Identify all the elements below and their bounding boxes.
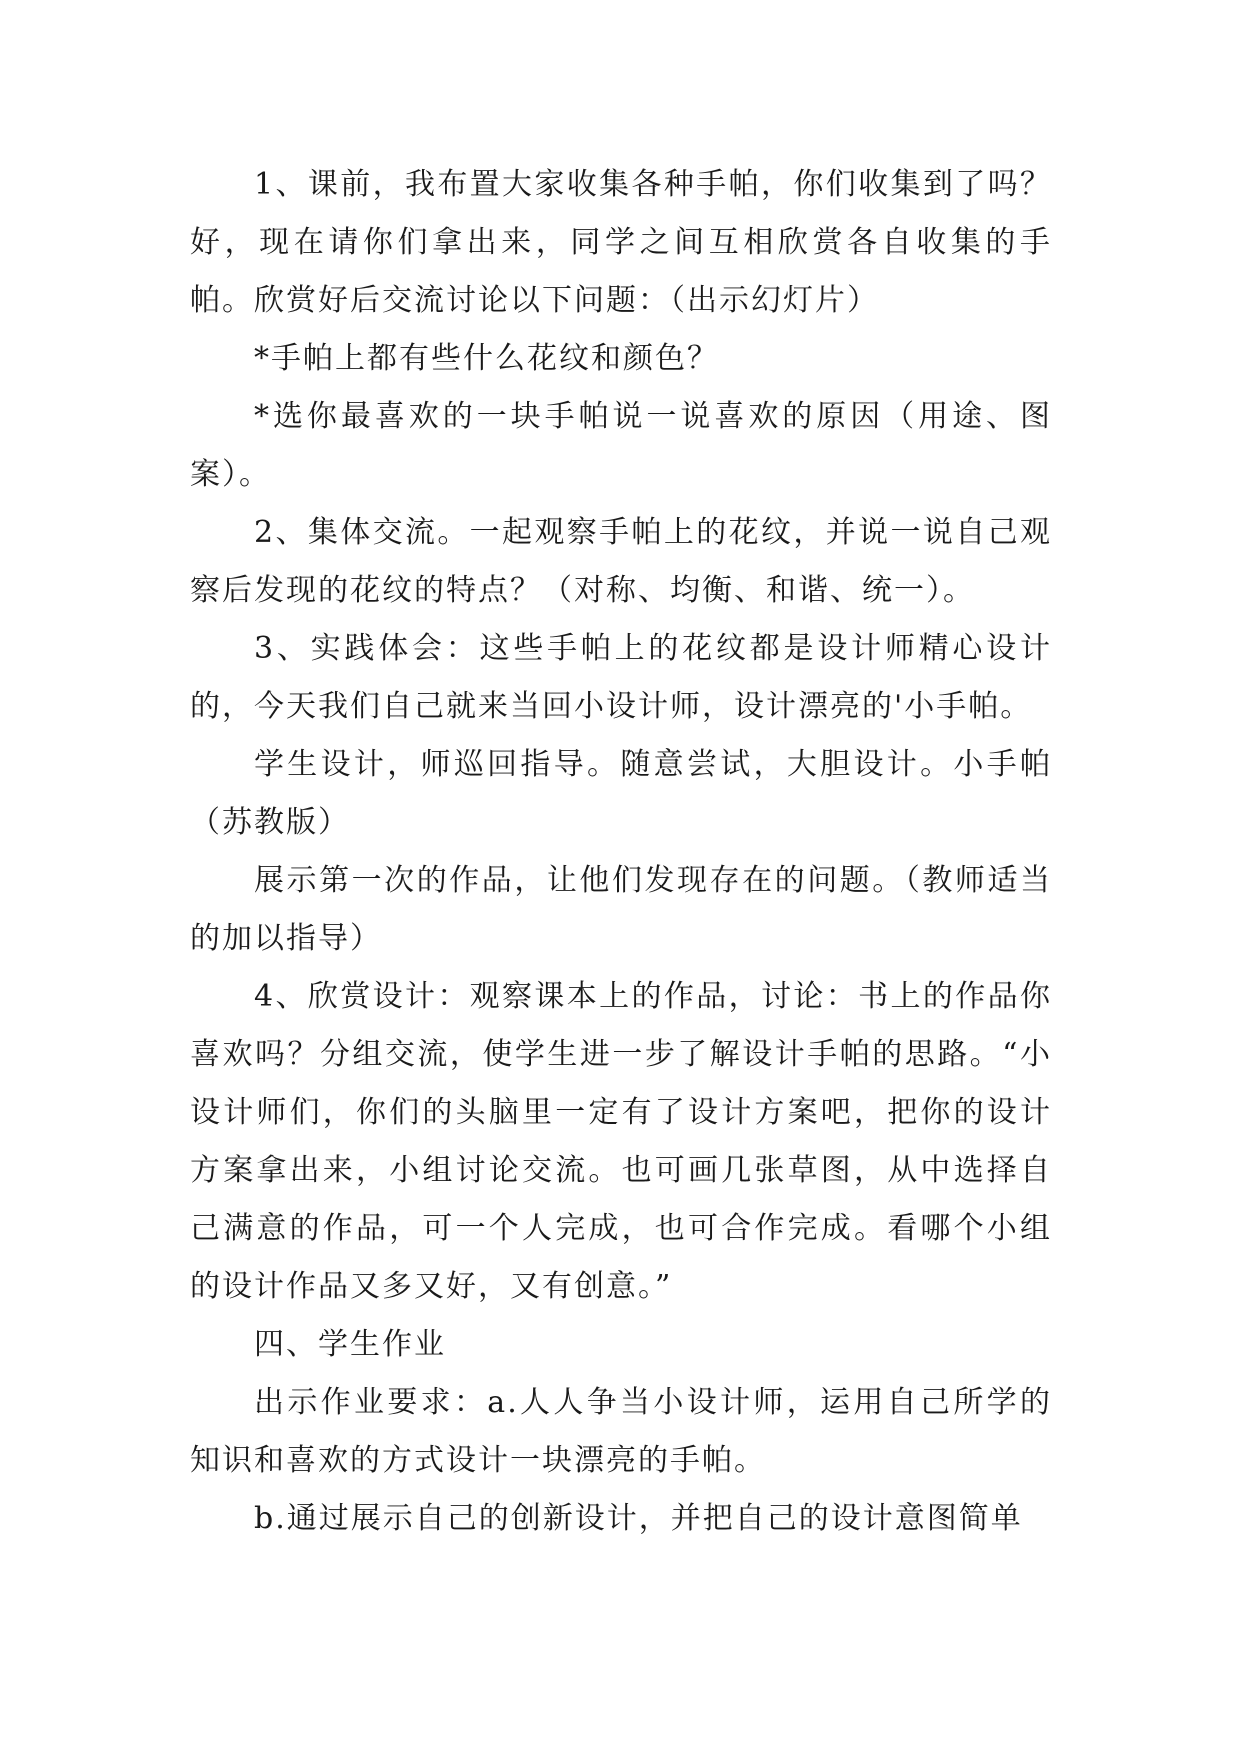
section-heading: 四、学生作业: [254, 1327, 446, 1362]
paragraph-9: 出示作业要求：a.人人争当小设计师，运用自己所学的知识和喜欢的方式设计一块漂亮的手帕。: [190, 1385, 1052, 1478]
paragraph-4: 2、集体交流。一起观察手帕上的花纹，并说一说自己观察后发现的花纹的特点？（对称、均衡、和谐、统一）。: [190, 515, 1052, 608]
document-body: [190, 156, 1052, 1548]
paragraph-5: 3、实践体会：这些手帕上的花纹都是设计师精心设计的，今天我们自己就来当回小设计师，设计漂亮的'小手帕。: [190, 631, 1052, 724]
paragraph-2: *手帕上都有些什么花纹和颜色？: [254, 341, 719, 376]
paragraph-10: b.通过展示自己的创新设计，并把自己的设计意图简单: [254, 1501, 1023, 1536]
paragraph-6: 学生设计，师巡回指导。随意尝试，大胆设计。小手帕（苏教版）: [190, 747, 1052, 840]
paragraph-3: *选你最喜欢的一块手帕说一说喜欢的原因（用途、图案）。: [190, 399, 1052, 492]
paragraph-8: 4、欣赏设计：观察课本上的作品，讨论：书上的作品你喜欢吗？分组交流，使学生进一步了解设计手帕的思路。“小设计师们，你们的头脑里一定有了设计方案吧，把你的设计方案拿出来，小组讨论交流。也可画几张草图，从中选择自己满意的作品，可一个人完成，也可合作完成。看哪个小组的设计作品又多又好，又有创意。”: [190, 979, 1052, 1304]
paragraph-1: 1、课前，我布置大家收集各种手帕，你们收集到了吗？好，现在请你们拿出来，同学之间互相欣赏各自收集的手帕。欣赏好后交流讨论以下问题：（出示幻灯片）: [190, 167, 1052, 318]
paragraph-7: 展示第一次的作品，让他们发现存在的问题。（教师适当的加以指导）: [190, 863, 1052, 956]
